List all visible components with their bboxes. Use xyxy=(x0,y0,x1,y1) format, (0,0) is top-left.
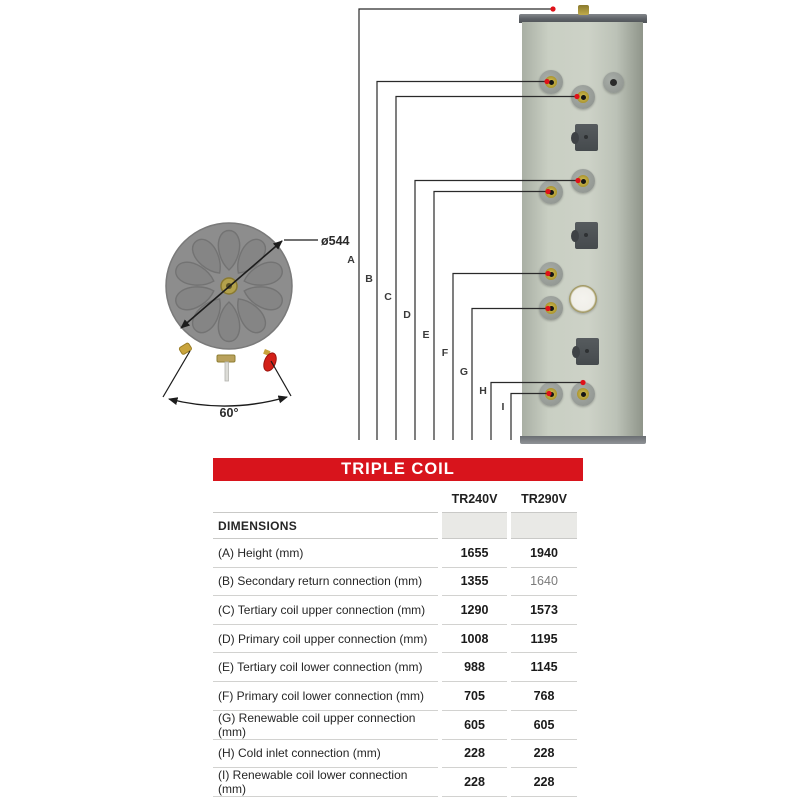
row-label: (A) Height (mm) xyxy=(213,539,438,568)
dim-letter-i: I xyxy=(501,401,505,413)
table-column-header-row xyxy=(213,481,583,512)
row-value-tr240v: 705 xyxy=(442,682,507,711)
row-value-tr240v: 1290 xyxy=(442,596,507,625)
row-value-tr290v: 1195 xyxy=(511,625,577,654)
row-value-tr240v: 1008 xyxy=(442,625,507,654)
dimension-endpoints xyxy=(544,6,585,396)
row-value-tr290v: 1573 xyxy=(511,596,577,625)
table-row-e xyxy=(213,653,583,682)
row-value-tr240v: 1355 xyxy=(442,568,507,597)
table-row-b xyxy=(213,568,583,597)
center-fitting xyxy=(217,355,235,362)
table-row-g xyxy=(213,711,583,740)
column-header-spacer xyxy=(213,481,438,512)
section-header-label: DIMENSIONS xyxy=(213,512,438,539)
row-label: (G) Renewable coil upper connection (mm) xyxy=(213,711,438,740)
dim-letter-c: C xyxy=(384,291,392,303)
table-row-c xyxy=(213,596,583,625)
table-section-row xyxy=(213,512,583,539)
row-value-tr240v: 988 xyxy=(442,653,507,682)
table-title: TRIPLE COIL xyxy=(341,460,455,478)
dim-letter-d: D xyxy=(403,309,411,321)
dim-letter-g: G xyxy=(459,366,469,378)
table-row-h xyxy=(213,739,583,768)
dim-letter-h: H xyxy=(479,385,487,397)
table-row-a xyxy=(213,539,583,568)
angle-leg-right xyxy=(271,361,291,396)
dim-line-h xyxy=(491,383,582,441)
row-value-tr290v: 1640 xyxy=(511,568,577,597)
column-header-tr240v: TR240V xyxy=(451,492,498,506)
row-value-tr290v: 1940 xyxy=(511,539,577,568)
row-value-tr290v: 228 xyxy=(511,739,577,768)
row-value-tr240v: 228 xyxy=(442,768,507,797)
row-label: (F) Primary coil lower connection (mm) xyxy=(213,682,438,711)
dimension-letters xyxy=(347,254,504,413)
dim-line-f xyxy=(453,274,547,441)
diameter-label: ø544 xyxy=(321,234,350,248)
row-label: (I) Renewable coil lower connection (mm) xyxy=(213,768,438,797)
tank-top-view xyxy=(163,223,350,420)
dim-line-i xyxy=(511,394,548,441)
row-value-tr240v: 228 xyxy=(442,739,507,768)
table-title-band xyxy=(213,458,583,481)
row-label: (C) Tertiary coil upper connection (mm) xyxy=(213,596,438,625)
dim-letter-a: A xyxy=(347,254,355,266)
row-value-tr290v: 768 xyxy=(511,682,577,711)
column-header-tr290v: TR290V xyxy=(521,492,567,506)
angle-label: 60° xyxy=(219,406,239,420)
spec-table xyxy=(213,458,583,796)
table-row-d xyxy=(213,625,583,654)
row-label: (E) Tertiary coil lower connection (mm) xyxy=(213,653,438,682)
table-row-i xyxy=(213,768,583,797)
dimension-lines xyxy=(359,9,582,440)
section-cell-tr290v xyxy=(511,512,577,539)
table-row-f xyxy=(213,682,583,711)
row-value-tr290v: 1145 xyxy=(511,653,577,682)
section-cell-tr240v xyxy=(442,512,507,539)
row-value-tr240v: 605 xyxy=(442,711,507,740)
row-value-tr290v: 228 xyxy=(511,768,577,797)
row-label: (B) Secondary return connection (mm) xyxy=(213,568,438,597)
dim-letter-f: F xyxy=(441,347,449,359)
row-value-tr290v: 605 xyxy=(511,711,577,740)
dim-line-b xyxy=(377,82,546,441)
dim-line-d xyxy=(415,181,577,441)
dim-letter-b: B xyxy=(365,273,373,285)
row-label: (H) Cold inlet connection (mm) xyxy=(213,739,438,768)
row-label: (D) Primary coil upper connection (mm) xyxy=(213,625,438,654)
row-value-tr240v: 1655 xyxy=(442,539,507,568)
center-probe-pin xyxy=(225,362,229,381)
left-fitting xyxy=(179,342,193,355)
angle-leg-left xyxy=(163,351,190,397)
angle-arc xyxy=(169,397,287,406)
dim-line-g xyxy=(472,309,547,441)
dim-letter-e: E xyxy=(422,329,430,341)
dim-line-a xyxy=(359,9,552,440)
